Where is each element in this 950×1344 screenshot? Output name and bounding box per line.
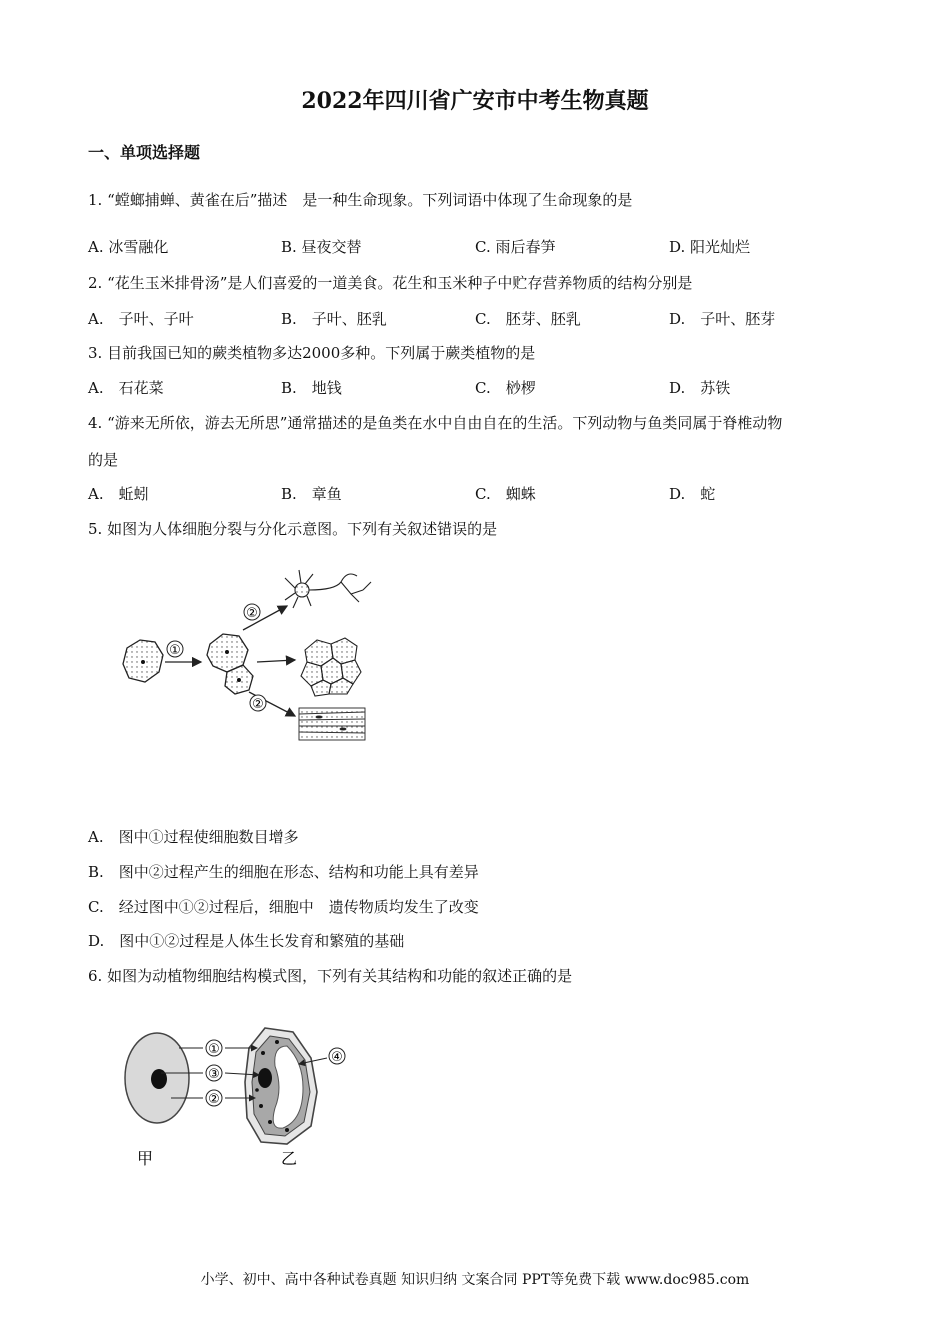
label-1: ① bbox=[208, 1042, 220, 1057]
label-3: ③ bbox=[208, 1067, 220, 1082]
q4-option-a: A. 蚯蚓 bbox=[88, 485, 149, 503]
original-cell bbox=[123, 640, 163, 682]
label-2: ② bbox=[208, 1092, 220, 1107]
cell-division-differentiation-figure bbox=[115, 560, 375, 750]
q1-option-c: C. 雨后春笋 bbox=[475, 238, 556, 256]
epithelial-tissue bbox=[301, 638, 361, 696]
q3-option-b: B. 地钱 bbox=[281, 379, 342, 397]
plant-cell bbox=[245, 1028, 317, 1144]
q1-option-b: B. 昼夜交替 bbox=[281, 238, 362, 256]
q3-option-d: D. 苏铁 bbox=[669, 379, 731, 397]
question-6-stem: 6. 如图为动植物细胞结构模式图，下列有关其结构和功能的叙述正确的是 bbox=[88, 967, 573, 985]
question-4-stem-continued: 的是 bbox=[88, 451, 119, 469]
divided-cells bbox=[207, 634, 253, 694]
q4-option-d: D. 蛇 bbox=[669, 485, 716, 503]
question-4-stem: 4. “游来无所依，游去无所思”通常描述的是鱼类在水中自由自在的生活。下列动物与鱼类同属于脊椎动物 bbox=[88, 414, 783, 432]
q5-option-c: C. 经过图中①②过程后，细胞中 遗传物质均发生了改变 bbox=[88, 898, 479, 916]
q3-option-c: C. 桫椤 bbox=[475, 379, 536, 397]
q3-option-a: A. 石花菜 bbox=[88, 379, 164, 397]
q1-option-a: A. 冰雪融化 bbox=[88, 238, 169, 256]
arrow-to-epithelium bbox=[257, 660, 295, 662]
q5-option-a: A. 图中①过程使细胞数目增多 bbox=[88, 828, 299, 846]
section-heading: 一、单项选择题 bbox=[88, 143, 201, 162]
label-2-bottom: ② bbox=[252, 697, 264, 712]
q2-option-d: D. 子叶、胚芽 bbox=[669, 310, 776, 328]
animal-plant-cell-figure bbox=[115, 1018, 365, 1173]
question-2-stem: 2. “花生玉米排骨汤”是人们喜爱的一道美食。花生和玉米种子中贮存营养物质的结构分别是 bbox=[88, 274, 693, 292]
animal-cell bbox=[125, 1033, 189, 1123]
q2-option-b: B. 子叶、胚乳 bbox=[281, 310, 387, 328]
q2-option-a: A. 子叶、子叶 bbox=[88, 310, 194, 328]
question-5-stem: 5. 如图为人体细胞分裂与分化示意图。下列有关叙述错误的是 bbox=[88, 520, 498, 538]
q4-option-b: B. 章鱼 bbox=[281, 485, 342, 503]
q2-option-c: C. 胚芽、胚乳 bbox=[475, 310, 581, 328]
question-1-stem: 1. “螳螂捕蝉、黄雀在后”描述 是一种生命现象。下列词语中体现了生命现象的是 bbox=[88, 191, 633, 209]
q5-option-d: D. 图中①②过程是人体生长发育和繁殖的基础 bbox=[88, 932, 405, 950]
q4-option-c: C. 蜘蛛 bbox=[475, 485, 536, 503]
muscle-tissue bbox=[299, 708, 365, 740]
page-title: 2022年四川省广安市中考生物真题 bbox=[301, 88, 649, 114]
neuron-cell bbox=[285, 570, 371, 608]
label-1: ① bbox=[169, 643, 181, 658]
label-2-top: ② bbox=[246, 606, 258, 621]
q1-option-d: D. 阳光灿烂 bbox=[669, 238, 751, 256]
label-4: ④ bbox=[331, 1050, 343, 1065]
q5-option-b: B. 图中②过程产生的细胞在形态、结构和功能上具有差异 bbox=[88, 863, 479, 881]
label-yi: 乙 bbox=[281, 1149, 298, 1168]
page-footer: 小学、初中、高中各种试卷真题 知识归纳 文案合同 PPT等免费下载 www.doc985.com bbox=[200, 1272, 750, 1288]
label-jia: 甲 bbox=[137, 1149, 154, 1168]
question-3-stem: 3. 目前我国已知的蕨类植物多达2000多种。下列属于蕨类植物的是 bbox=[88, 344, 536, 362]
